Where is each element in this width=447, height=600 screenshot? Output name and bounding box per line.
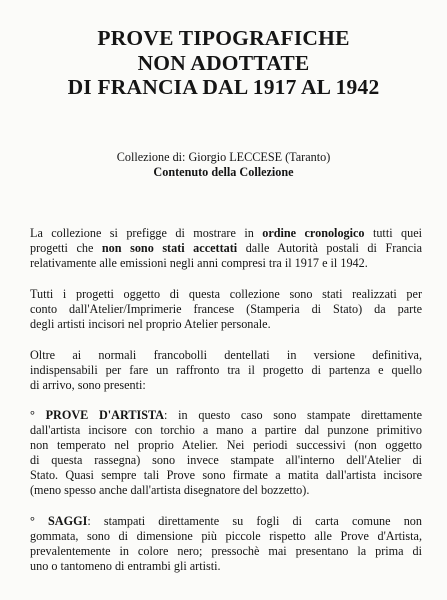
paragraph-line: di arrivo, sono presenti: (30, 378, 146, 392)
paragraph-line: di questa rassegna) sono invece stampate all'interno dell'Atelier di (30, 453, 422, 467)
paragraph-line (30, 514, 422, 529)
paragraph-line: gommata, sono di dimensione più piccole rispetto alle Prove d'Artista, (30, 529, 422, 543)
paragraph-line: conto dall'Atelier/Imprimerie francese (Stamperia di Stato) da parte (30, 302, 422, 316)
title-line-3: DI FRANCIA DAL 1917 AL 1942 (67, 75, 380, 99)
paragraph-line: degli artisti incisori nel proprio Atelier personale. (30, 317, 271, 331)
text-run: progetti che (30, 241, 102, 255)
paragraph-projects (30, 287, 422, 332)
section-heading: ° SAGGI (30, 514, 88, 528)
paragraph-prove-artista (30, 408, 422, 498)
text-run: La collezione si prefigge di mostrare in (30, 226, 263, 240)
paragraph-line: Stato. Quasi sempre tali Prove sono firmate a matita dall'artista incisore (30, 468, 422, 482)
paragraph-line: (meno spesso anche dall'artista disegnatore del bozzetto). (30, 483, 310, 497)
paragraph-line (30, 241, 422, 256)
collection-owner: Collezione di: Giorgio LECCESE (Taranto) (116, 150, 331, 164)
paragraph-line (30, 226, 422, 241)
paragraph-line: prevalentemente in colore nero; pressochè mai presentano la prima di (30, 544, 422, 558)
title-line-2: NON ADOTTATE (137, 50, 310, 75)
paragraph-line: dall'artista incisore con torchio a mano a partire dal punzone primitivo (30, 423, 422, 437)
paragraph-line: Oltre ai normali francobolli dentellati in versione definitiva, (30, 348, 422, 362)
section-heading: ° PROVE D'ARTISTA (30, 408, 165, 422)
text-run: : in questo caso sono stampate direttamente (164, 408, 422, 422)
emphasis-text: non sono stati accettati (101, 241, 238, 255)
paragraph-saggi (30, 514, 422, 574)
paragraph-line: indispensabili per fare un raffronto tra il progetto di partenza e quello (30, 363, 422, 377)
text-run: tutti quei (364, 226, 422, 240)
paragraph-line: non temperato nel proprio Atelier. Nei periodi successivi (non oggetto (30, 438, 422, 452)
title-line-1: PROVE TIPOGRAFICHE (97, 26, 350, 50)
paragraph-line: Tutti i progetti oggetto di questa collezione sono stati realizzati per (30, 287, 422, 301)
collection-info (0, 150, 447, 180)
paragraph-line (30, 408, 422, 423)
paragraph-contents (30, 348, 422, 393)
document-title (0, 26, 447, 100)
text-run: : stampati direttamente su fogli di carta comune non (87, 514, 422, 528)
emphasis-text: ordine cronologico (262, 226, 365, 240)
collection-subtitle: Contenuto della Collezione (153, 165, 294, 179)
paragraph-intro (30, 226, 422, 271)
paragraph-line: uno o tantomeno di entrambi gli artisti. (30, 559, 221, 573)
text-run: dalle Autorità postali di Francia (237, 241, 422, 255)
paragraph-line: relativamente alle emissioni negli anni compresi tra il 1917 e il 1942. (30, 256, 368, 270)
